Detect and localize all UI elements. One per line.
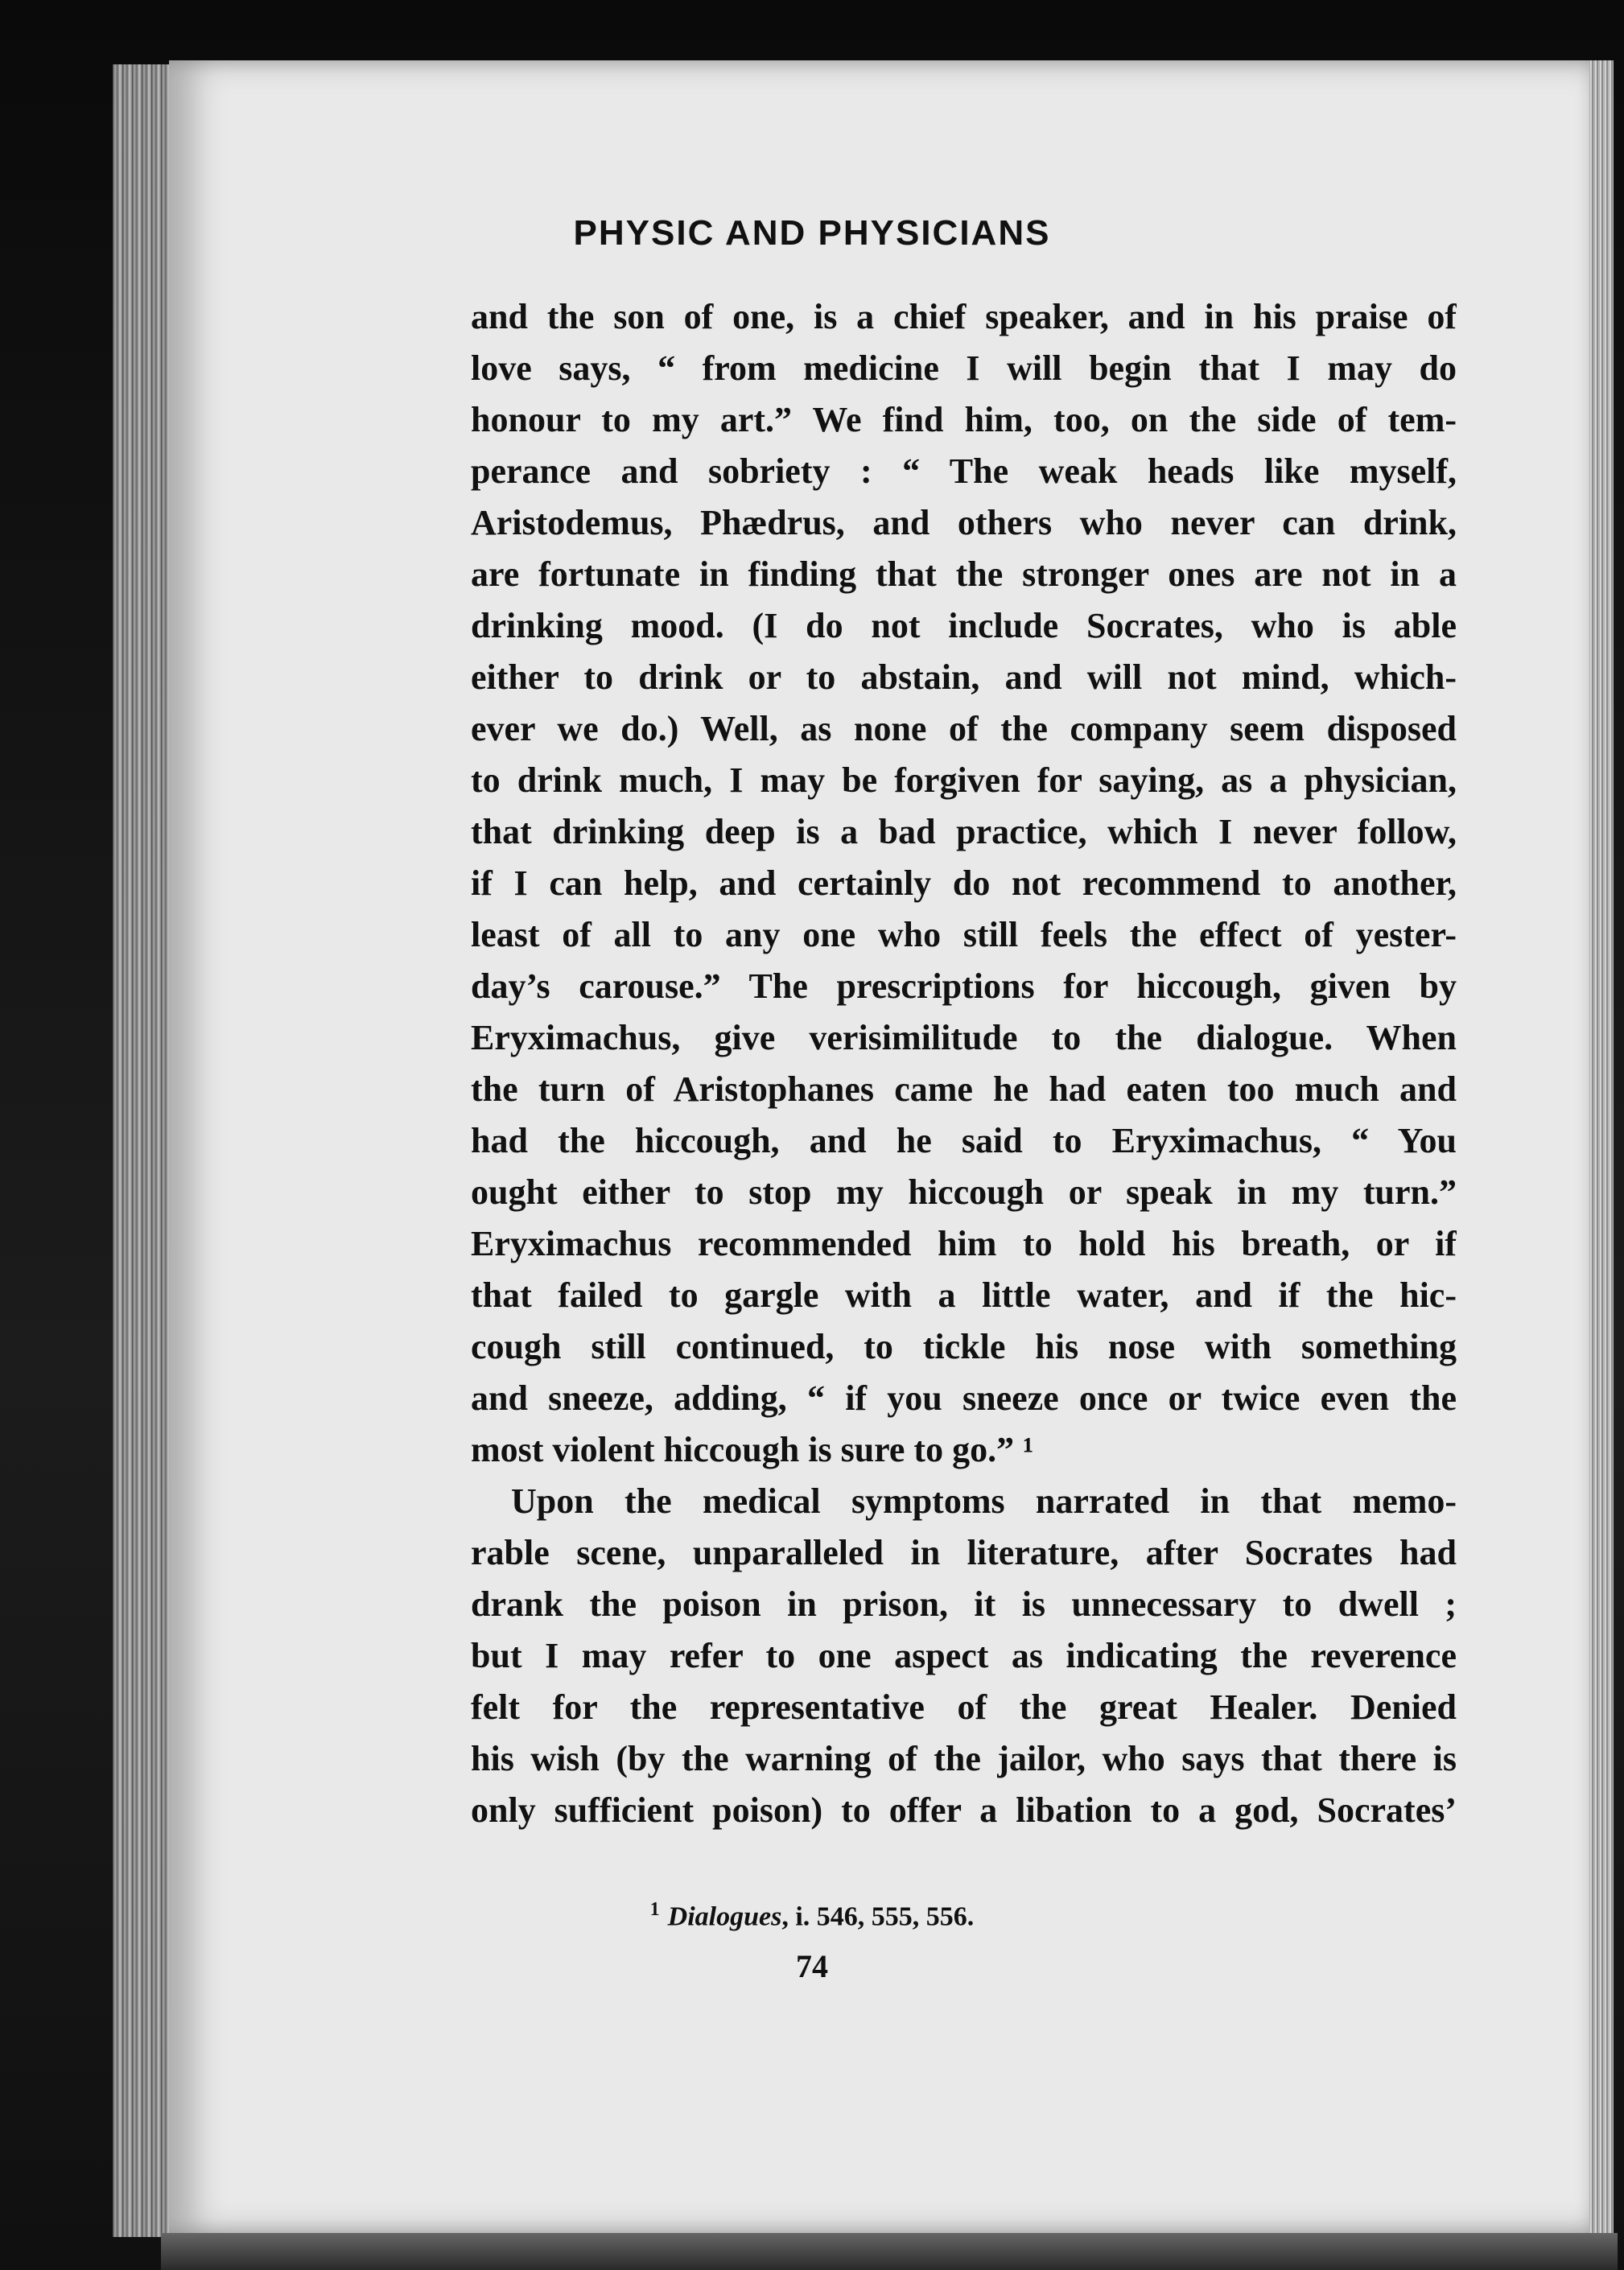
body-text (471, 291, 1457, 1836)
text-line: Eryximachus recommended him to hold his breath, or if (471, 1224, 1457, 1263)
text-line: rable scene, unparalleled in literature, after Socrates had (471, 1533, 1457, 1572)
text-line-paragraph-end: most violent hiccough is sure to go.” ¹ (471, 1430, 1034, 1469)
text-line: Aristodemus, Phædrus, and others who never can drink, (471, 503, 1457, 542)
text-line: either to drink or to abstain, and will not mind, which- (471, 657, 1457, 697)
text-line: that drinking deep is a bad practice, which I never follow, (471, 812, 1457, 851)
text-line: only sufficient poison) to offer a libation to a god, Socrates’ (471, 1790, 1457, 1830)
text-line: love says, “ from medicine I will begin that I may do (471, 348, 1457, 388)
text-line: drinking mood. (I do not include Socrates, who is able (471, 606, 1457, 645)
text-line: that failed to gargle with a little water, and if the hic- (471, 1275, 1457, 1315)
text-line: had the hiccough, and he said to Eryximachus, “ You (471, 1121, 1457, 1160)
running-header: PHYSIC AND PHYSICIANS (573, 213, 1051, 253)
text-line: are fortunate in finding that the stronger ones are not in a (471, 554, 1457, 594)
page-number: 74 (796, 1948, 828, 1984)
text-line: day’s carouse.” The prescriptions for hiccough, given by (471, 966, 1457, 1006)
footnote-marker: 1 (649, 1899, 660, 1920)
text-line: if I can help, and certainly do not recommend to another, (471, 863, 1457, 903)
text-line-paragraph-start: Upon the medical symptoms narrated in that memo- (511, 1481, 1457, 1521)
text-line: drank the poison in prison, it is unnecessary to dwell ; (471, 1584, 1457, 1624)
footnote-reference: , i. 546, 555, 556. (781, 1901, 975, 1932)
footnote (0, 1899, 1624, 1932)
footnote-work-title: Dialogues (667, 1901, 782, 1932)
text-line: honour to my art.” We find him, too, on the side of tem- (471, 400, 1457, 439)
text-line: least of all to any one who still feels the effect of yester- (471, 915, 1457, 954)
text-line: and the son of one, is a chief speaker, and in his praise of (471, 297, 1457, 336)
text-line: ever we do.) Well, as none of the company seem disposed (471, 709, 1457, 748)
text-line: felt for the representative of the great Healer. Denied (471, 1687, 1457, 1727)
scan-bottom-shadow (161, 2233, 1618, 2270)
text-line: but I may refer to one aspect as indicating the reverence (471, 1636, 1457, 1675)
text-line: to drink much, I may be forgiven for saying, as a physician, (471, 760, 1457, 800)
text-line: cough still continued, to tickle his nose with something (471, 1327, 1457, 1366)
text-line: ought either to stop my hiccough or speak in my turn.” (471, 1172, 1457, 1212)
text-line: Eryximachus, give verisimilitude to the dialogue. When (471, 1018, 1457, 1057)
text-line: perance and sobriety : “ The weak heads like myself, (471, 451, 1457, 491)
text-line: and sneeze, adding, “ if you sneeze once or twice even the (471, 1378, 1457, 1418)
text-line: his wish (by the warning of the jailor, who says that there is (471, 1739, 1457, 1778)
text-line: the turn of Aristophanes came he had eaten too much and (471, 1069, 1457, 1109)
